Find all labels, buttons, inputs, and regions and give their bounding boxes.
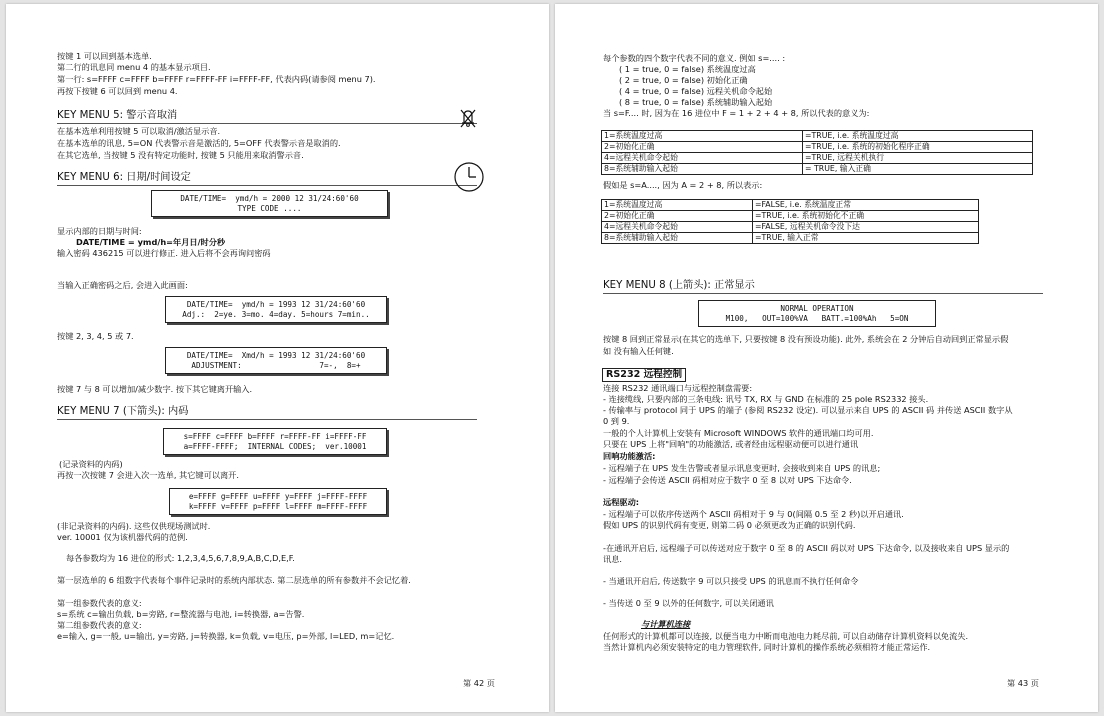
table-cell: 1=系统温度过高 bbox=[602, 131, 803, 142]
table-cell: 2=初始化正确 bbox=[602, 142, 803, 153]
mute-bell-icon bbox=[457, 107, 479, 129]
body-line: (记录资料的内码) bbox=[59, 459, 123, 469]
flag-table-true bbox=[601, 130, 1033, 175]
rs232-line: 连接 RS232 通讯端口与远程控制盘需要: bbox=[603, 383, 753, 393]
lcd-line: DATE/TIME= Xmd/h = 1993 12 31/24:60'60 bbox=[186, 351, 366, 360]
menu6-heading: KEY MENU 6: 日期/时间设定 bbox=[57, 172, 191, 183]
lcd-line: TYPE CODE .... bbox=[237, 204, 302, 213]
echo-title: 回响功能激活: bbox=[603, 451, 656, 461]
intro-line: ( 2 = true, 0 = false) 初始化正确 bbox=[619, 75, 748, 85]
body-line: 再按一次按键 7 会进入次一选单, 其它键可以离开. bbox=[57, 470, 239, 480]
rs232-line: - 远程端子在 UPS 发生告警或者显示讯息变更时, 会接收到来自 UPS 的讯息; bbox=[603, 463, 881, 473]
rs232-line: 讯息. bbox=[603, 554, 622, 564]
intro-line: 按键 1 可以回到基本选单. bbox=[57, 51, 152, 61]
menu5-heading: KEY MENU 5: 警示音取消 bbox=[57, 110, 178, 121]
intro-line: 当 s=F.... 时, 因为在 16 进位中 F = 1 + 2 + 4 + 8, 所以代表的意义为: bbox=[603, 108, 870, 118]
table-cell: =FALSE, i.e. 系统温度正常 bbox=[753, 200, 979, 211]
date-format-line: DATE/TIME = ymd/h=年月日/时分秒 bbox=[76, 237, 226, 247]
menu7-rule bbox=[57, 419, 477, 420]
lcd-line: NORMAL OPERATION bbox=[780, 304, 854, 313]
table-row bbox=[602, 131, 1033, 142]
right-page bbox=[555, 4, 1098, 712]
rs232-line: 当然计算机内必须安装特定的电力管理软件, 同时计算机的操作系统必须相符才能正常运作. bbox=[603, 642, 931, 652]
table-cell: = TRUE, 输入正确 bbox=[803, 164, 1033, 175]
lcd-line: k=FFFF v=FFFF p=FFFF l=FFFF m=FFFF-FFFF bbox=[188, 502, 368, 511]
page-number: 第 43 页 bbox=[1007, 678, 1039, 688]
intro-line: 每个参数的四个数字代表不同的意义. 例如 s=.... : bbox=[603, 53, 786, 63]
menu8-rule bbox=[603, 293, 1043, 294]
intro-line: 第一行: s=FFFF c=FFFF b=FFFF r=FFFF-FF i=FFFF-FF, 代表内码(请参阅 menu 7). bbox=[57, 74, 376, 84]
table-cell: =FALSE, 远程关机命令没下达 bbox=[753, 222, 979, 233]
intro-line: 再按下按键 6 可以回到 menu 4. bbox=[57, 86, 178, 96]
menu5-rule bbox=[57, 123, 477, 124]
rs232-line: - 远程端子可以依序传送两个 ASCII 码相对于 9 与 0(间隔 0.5 至 2 秒)以开启通讯. bbox=[603, 509, 904, 519]
table-row bbox=[602, 142, 1033, 153]
rs232-line: - 当传送 0 至 9 以外的任何数字, 可以关闭通讯 bbox=[603, 598, 774, 608]
menu5-line: 在基本选单的讯息, 5=ON 代表警示音是激活的, 5=OFF 代表警示音是取消的. bbox=[57, 138, 341, 148]
rs232-line: 假如 UPS 的识别代码有变更, 则第二码 0 必须更改为正确的识别代码. bbox=[603, 520, 856, 530]
rs232-line: 0 到 9. bbox=[603, 416, 630, 426]
intro-line: ( 4 = true, 0 = false) 远程关机命令起始 bbox=[619, 86, 773, 96]
table-cell: 8=系统辅助输入起始 bbox=[602, 233, 753, 244]
body-line: e=输入, g=一般, u=输出, y=旁路, j=转换器, k=负载, v=电压, p=外部, l=LED, m=记忆. bbox=[57, 631, 395, 641]
remote-title: 远程驱动: bbox=[603, 497, 640, 507]
table-row bbox=[602, 200, 979, 211]
menu8-heading: KEY MENU 8 (上箭头): 正常显示 bbox=[603, 280, 755, 291]
flag-table-a bbox=[601, 199, 979, 244]
table-row bbox=[602, 211, 979, 222]
body-line: 第一组参数代表的意义: bbox=[57, 598, 142, 608]
pc-connect-title: 与计算机连接 bbox=[641, 619, 691, 629]
lcd-line: e=FFFF g=FFFF u=FFFF y=FFFF j=FFFF-FFFF bbox=[188, 492, 368, 501]
lcd-line: a=FFFF-FFFF; INTERNAL CODES; ver.10001 bbox=[183, 442, 367, 451]
body-line: 第一层选单的 6 组数字代表每个事件记录时的系统内部状态. 第二层选单的所有参数并不会记忆着. bbox=[57, 575, 411, 585]
clock-icon bbox=[453, 161, 485, 193]
lcd-line: s=FFFF c=FFFF b=FFFF r=FFFF-FF i=FFFF-FF bbox=[183, 432, 367, 441]
lcd-display-box bbox=[151, 190, 388, 217]
table-row bbox=[602, 153, 1033, 164]
body-line: 如 没有输入任何键. bbox=[603, 346, 674, 356]
body-line: ver. 10001 仅为该机器代码的范例. bbox=[57, 532, 188, 542]
table-cell: =TRUE, i.e. 系统温度过高 bbox=[803, 131, 1033, 142]
body-line: 当输入正确密码之后, 会进入此画面: bbox=[57, 280, 188, 290]
body-line: 输入密码 436215 可以进行修正. 进入后将不会再询问密码 bbox=[57, 248, 271, 258]
lcd-line: M100, OUT=100%VA BATT.=100%Ah 5=ON bbox=[725, 314, 909, 323]
intro-line: ( 8 = true, 0 = false) 系统辅助输入起始 bbox=[619, 97, 773, 107]
rs232-line: 只要在 UPS 上将"回响"的功能激活, 或者经由远程驱动便可以进行通讯 bbox=[603, 439, 859, 449]
table-cell: =TRUE, 输入正常 bbox=[753, 233, 979, 244]
table-cell: 4=远程关机命令起始 bbox=[602, 222, 753, 233]
table-row bbox=[602, 233, 979, 244]
intro-line: ( 1 = true, 0 = false) 系统温度过高 bbox=[619, 64, 756, 74]
body-line: 按键 2, 3, 4, 5 或 7. bbox=[57, 331, 134, 341]
lcd-line: Adj.: 2=ye. 3=mo. 4=day. 5=hours 7=min.. bbox=[182, 310, 370, 319]
table-cell: 4=远程关机命令起始 bbox=[602, 153, 803, 164]
lcd-display-box bbox=[165, 296, 387, 323]
table-row bbox=[602, 222, 979, 233]
lcd-display-box bbox=[163, 428, 387, 455]
body-line: 显示内部的日期与时间: bbox=[57, 226, 142, 236]
rs232-line: - 远程端子会传送 ASCII 码相对应于数字 0 至 8 以对 UPS 下达命令. bbox=[603, 475, 852, 485]
body-line: s=系统 c=输出负载, b=旁路, r=整流器与电池, i=转换器, a=告警. bbox=[57, 609, 305, 619]
table-cell: =TRUE, i.e. 系统初始化不正确 bbox=[753, 211, 979, 222]
body-line: (非记录资料的内码). 这些仅供现场测试时. bbox=[57, 521, 211, 531]
rs232-line: 任何形式的计算机都可以连接, 以便当电力中断而电池电力耗尽前, 可以自动储存计算机资料以免流失. bbox=[603, 631, 969, 641]
table-cell: =TRUE, 远程关机执行 bbox=[803, 153, 1033, 164]
menu5-line: 在基本选单利用按键 5 可以取消/激活显示音. bbox=[57, 126, 221, 136]
lcd-display-box bbox=[169, 488, 387, 515]
lcd-line: ADJUSTMENT: 7=-, 8=+ bbox=[191, 361, 361, 370]
menu6-rule bbox=[57, 185, 477, 186]
table-cell: =TRUE, i.e. 系统的初始化程序正确 bbox=[803, 142, 1033, 153]
left-page bbox=[6, 4, 549, 712]
rs232-line: -在通讯开启后, 远程端子可以传送对应于数字 0 至 8 的 ASCII 码以对 UPS 下达命令, 以及接收来自 UPS 显示的 bbox=[603, 543, 1010, 553]
body-line: 按键 7 与 8 可以增加/减少数字. 按下其它键离开输入. bbox=[57, 384, 253, 394]
page-number: 第 42 页 bbox=[463, 678, 495, 688]
table-cell: 1=系统温度过高 bbox=[602, 200, 753, 211]
intro-line: 第二行的讯息同 menu 4 的基本显示项目. bbox=[57, 62, 211, 72]
body-line: 假如是 s=A...., 因为 A = 2 + 8, 所以表示: bbox=[603, 180, 763, 190]
menu7-heading: KEY MENU 7 (下箭头): 内码 bbox=[57, 406, 189, 417]
rs232-line: - 传输率与 protocol 同于 UPS 的端子 (参阅 RS232 设定). 可以显示来自 UPS 的 ASCII 码 并传送 ASCII 数字从 bbox=[603, 405, 1013, 415]
rs232-line: 一般的个人计算机上安装有 Microsoft WINDOWS 软件的通讯端口均可用. bbox=[603, 428, 874, 438]
lcd-display-box bbox=[698, 300, 936, 327]
rs232-heading: RS232 远程控制 bbox=[602, 368, 686, 382]
lcd-line: DATE/TIME= ymd/h = 2000 12 31/24:60'60 bbox=[180, 194, 359, 203]
body-line: 按键 8 回到正常显示(在其它的选单下, 只要按键 8 没有预设功能). 此外, 系统会在 2 分钟后自动回到正常显示假 bbox=[603, 334, 1009, 344]
table-cell: 8=系统辅助输入起始 bbox=[602, 164, 803, 175]
lcd-display-box bbox=[165, 347, 387, 374]
lcd-line: DATE/TIME= ymd/h = 1993 12 31/24:60'60 bbox=[186, 300, 366, 309]
rs232-line: - 当通讯开启后, 传送数字 9 可以只接受 UPS 的讯息而不执行任何命令 bbox=[603, 576, 859, 586]
table-cell: 2=初始化正确 bbox=[602, 211, 753, 222]
rs232-line: - 连接缆线, 只要内部的三条电线: 讯号 TX, RX 与 GND 在标准的 25 pole RS2332 接头. bbox=[603, 394, 929, 404]
table-row bbox=[602, 164, 1033, 175]
menu5-line: 在其它选单, 当按键 5 没有特定功能时, 按键 5 只能用来取消警示音. bbox=[57, 150, 304, 160]
body-line: 第二组参数代表的意义: bbox=[57, 620, 142, 630]
body-line: 每各参数均为 16 进位的形式: 1,2,3,4,5,6,7,8,9,A,B,C,D,E,F. bbox=[66, 553, 295, 563]
